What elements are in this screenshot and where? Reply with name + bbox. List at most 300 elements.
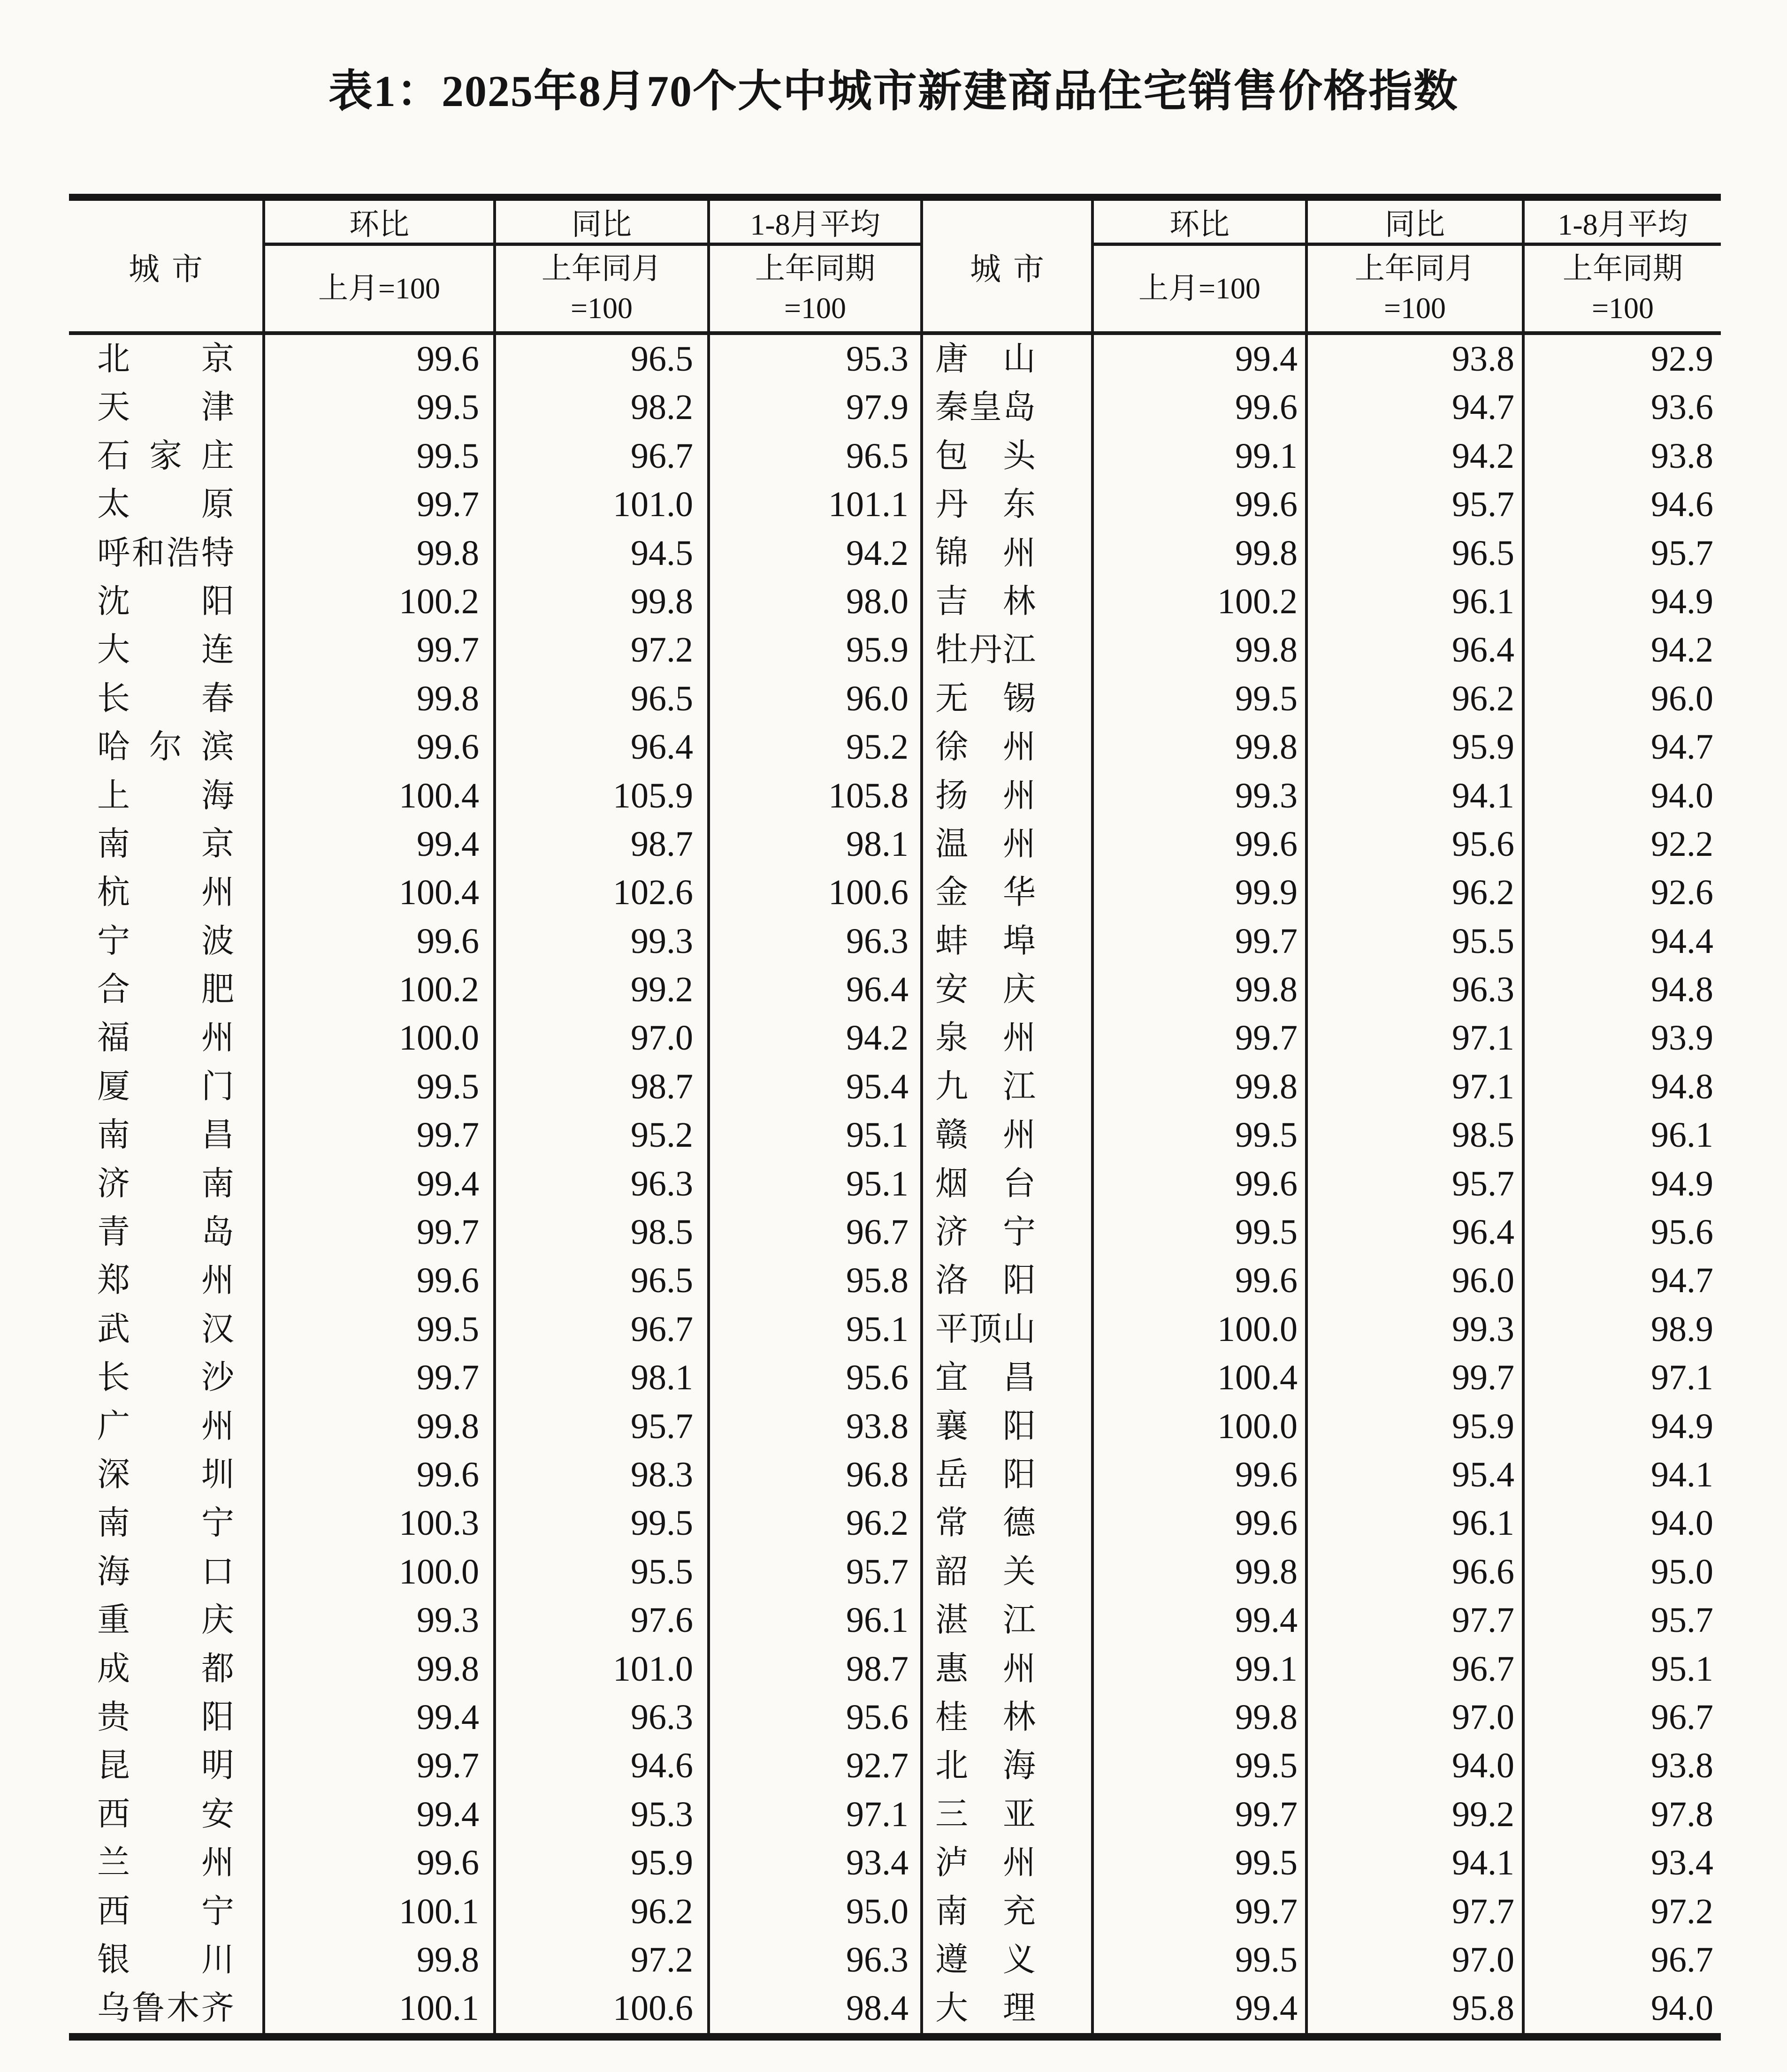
mom-cell-left: 99.4 [265, 1790, 496, 1839]
city-cell-left [69, 820, 265, 868]
yoy-cell-left: 98.2 [496, 383, 710, 432]
avg-cell-left: 93.8 [710, 1402, 923, 1451]
yoy-cell-right: 98.5 [1308, 1111, 1525, 1159]
mom-cell-right: 99.8 [1094, 723, 1308, 771]
mom-cell-left: 99.8 [265, 1402, 496, 1451]
city-name: 长春 [97, 680, 234, 717]
city-name: 九江 [935, 1068, 1036, 1105]
city-cell-left [69, 966, 265, 1014]
avg-cell-right: 97.2 [1651, 1891, 1713, 1931]
city-cell-right [923, 1208, 1094, 1257]
city-name: 杭州 [97, 875, 234, 911]
yoy-cell-right: 97.0 [1308, 1693, 1525, 1742]
yoy-cell-left: 98.5 [496, 1208, 710, 1257]
avg-cell-left: 96.7 [710, 1208, 923, 1257]
avg-cell-left: 95.8 [710, 1257, 923, 1305]
avg-cell-right: 93.9 [1651, 1018, 1713, 1058]
city-name: 泉州 [935, 1020, 1036, 1057]
yoy-cell-left: 96.7 [496, 1305, 710, 1354]
city-name: 湛江 [935, 1602, 1036, 1639]
mom-cell-left: 99.6 [265, 917, 496, 966]
header-mom-right: 环比 [1094, 201, 1308, 246]
avg-cell-right: 95.7 [1651, 1600, 1713, 1640]
mom-cell-right: 99.5 [1094, 1936, 1308, 1984]
mom-cell-right: 99.8 [1094, 626, 1308, 674]
avg-cell-left: 96.0 [710, 675, 923, 723]
city-name: 昆明 [97, 1748, 234, 1784]
yoy-cell-left: 99.8 [496, 578, 710, 626]
city-name: 沈阳 [97, 583, 234, 620]
city-cell-left [69, 1548, 265, 1596]
mom-cell-right: 99.7 [1094, 917, 1308, 966]
yoy-cell-right: 94.2 [1308, 432, 1525, 480]
table-title: 表1：2025年8月70个大中城市新建商品住宅销售价格指数 [328, 67, 1459, 116]
mom-base-text: 上月=100 [318, 272, 441, 305]
city-name: 上海 [97, 777, 234, 814]
mom-cell-right: 99.6 [1094, 820, 1308, 868]
yoy-cell-left: 96.4 [496, 723, 710, 771]
yoy-cell-right: 95.5 [1308, 917, 1525, 966]
avg-cell-right: 94.8 [1651, 970, 1713, 1010]
city-cell-left [69, 1160, 265, 1208]
avg-cell-left: 95.1 [710, 1305, 923, 1354]
city-cell-right [923, 335, 1094, 383]
mom-cell-left: 99.8 [265, 1936, 496, 1984]
yoy-cell-left: 96.5 [496, 335, 710, 383]
avg-cell-left: 100.6 [710, 868, 923, 917]
mom-cell-right: 99.5 [1094, 1839, 1308, 1887]
city-name: 银川 [97, 1942, 234, 1978]
yoy-cell-right: 95.9 [1308, 1402, 1525, 1451]
yoy-base-line1: 上年同月 [1355, 252, 1475, 285]
avg-base-line1: 上年同期 [755, 252, 875, 285]
city-cell-right [923, 1839, 1094, 1887]
yoy-base-line2: =100 [570, 291, 633, 325]
mom-cell-left: 100.3 [265, 1499, 496, 1547]
yoy-cell-right: 96.3 [1308, 966, 1525, 1014]
avg-base-line2: =100 [1591, 291, 1654, 325]
yoy-cell-left: 95.3 [496, 1790, 710, 1839]
mom-cell-right: 99.8 [1094, 1063, 1308, 1111]
mom-cell-right: 99.4 [1094, 335, 1308, 383]
city-name: 济南 [97, 1166, 234, 1202]
city-name: 大理 [935, 1990, 1036, 2027]
city-cell-right [923, 1063, 1094, 1111]
mom-cell-right: 99.8 [1094, 1548, 1308, 1596]
mom-cell-left: 99.4 [265, 1160, 496, 1208]
yoy-cell-left: 94.5 [496, 529, 710, 578]
mom-cell-left: 99.4 [265, 820, 496, 868]
yoy-cell-right: 97.1 [1308, 1014, 1525, 1062]
yoy-cell-right: 96.2 [1308, 675, 1525, 723]
avg-cell-left: 97.1 [710, 1790, 923, 1839]
city-name: 牡丹江 [935, 632, 1036, 669]
avg-cell-left: 95.7 [710, 1548, 923, 1596]
city-name: 桂林 [935, 1699, 1036, 1736]
city-cell-right [923, 1354, 1094, 1402]
city-name: 太原 [97, 487, 234, 523]
avg-cell-right: 92.9 [1651, 339, 1713, 379]
city-cell-right [923, 480, 1094, 529]
header-yoy-left: 同比 [496, 201, 710, 246]
city-name: 襄阳 [935, 1408, 1036, 1445]
city-cell-right [923, 1160, 1094, 1208]
yoy-cell-left: 99.5 [496, 1499, 710, 1547]
header-avg-base-right [1525, 246, 1721, 331]
yoy-cell-left: 95.5 [496, 1548, 710, 1596]
city-cell-left [69, 432, 265, 480]
mom-cell-right: 99.3 [1094, 772, 1308, 820]
yoy-cell-right: 96.4 [1308, 1208, 1525, 1257]
header-avg-base-left [710, 246, 923, 331]
mom-cell-left: 99.8 [265, 675, 496, 723]
header-avg-left: 1-8月平均 [710, 201, 923, 246]
mom-cell-right: 99.6 [1094, 1257, 1308, 1305]
city-cell-right [923, 772, 1094, 820]
mom-cell-right: 99.6 [1094, 480, 1308, 529]
mom-cell-left: 99.6 [265, 1451, 496, 1499]
city-cell-right [923, 1693, 1094, 1742]
yoy-cell-left: 95.7 [496, 1402, 710, 1451]
city-cell-right [923, 1645, 1094, 1693]
city-name: 遵义 [935, 1942, 1036, 1978]
city-cell-left [69, 723, 265, 771]
avg-cell-right: 94.7 [1651, 1261, 1713, 1301]
city-cell-left [69, 626, 265, 674]
yoy-cell-left: 102.6 [496, 868, 710, 917]
avg-cell-right: 95.7 [1651, 533, 1713, 573]
yoy-cell-left: 100.6 [496, 1984, 710, 2033]
city-name: 成都 [97, 1651, 234, 1687]
city-name: 济宁 [935, 1214, 1036, 1251]
city-cell-right [923, 1742, 1094, 1790]
mom-cell-left: 100.4 [265, 772, 496, 820]
avg-cell-left: 95.3 [710, 335, 923, 383]
mom-cell-right: 99.4 [1094, 1596, 1308, 1645]
yoy-cell-left: 97.2 [496, 626, 710, 674]
city-cell-left [69, 1693, 265, 1742]
yoy-cell-left: 96.2 [496, 1888, 710, 1936]
mom-cell-left: 100.1 [265, 1888, 496, 1936]
yoy-cell-left: 95.9 [496, 1839, 710, 1887]
mom-cell-left: 99.7 [265, 1111, 496, 1159]
city-cell-right [923, 432, 1094, 480]
avg-cell-right: 94.1 [1651, 1455, 1713, 1494]
yoy-cell-right: 94.7 [1308, 383, 1525, 432]
yoy-cell-right: 96.2 [1308, 868, 1525, 917]
avg-cell-left: 95.2 [710, 723, 923, 771]
city-name: 蚌埠 [935, 923, 1036, 960]
mom-cell-left: 99.5 [265, 383, 496, 432]
avg-cell-right: 93.8 [1651, 436, 1713, 476]
mom-cell-right: 99.8 [1094, 966, 1308, 1014]
city-cell-left [69, 1645, 265, 1693]
yoy-cell-right: 97.0 [1308, 1936, 1525, 1984]
yoy-cell-right: 95.7 [1308, 480, 1525, 529]
yoy-cell-left: 96.5 [496, 1257, 710, 1305]
yoy-cell-right: 94.0 [1308, 1742, 1525, 1790]
avg-cell-left: 98.4 [710, 1984, 923, 2033]
avg-cell-right: 94.0 [1651, 1503, 1713, 1543]
city-cell-right [923, 675, 1094, 723]
city-cell-right [923, 1451, 1094, 1499]
mom-cell-right: 99.1 [1094, 432, 1308, 480]
mom-cell-right: 100.0 [1094, 1402, 1308, 1451]
yoy-cell-left: 96.5 [496, 675, 710, 723]
avg-cell-left: 96.8 [710, 1451, 923, 1499]
header-city-right: 城市 [923, 201, 1094, 331]
mom-cell-left: 99.4 [265, 1693, 496, 1742]
avg-cell-right: 93.8 [1651, 1746, 1713, 1786]
city-name: 三亚 [935, 1796, 1036, 1833]
city-name: 郑州 [97, 1263, 234, 1299]
avg-cell-left: 93.4 [710, 1839, 923, 1887]
avg-cell-left: 96.2 [710, 1499, 923, 1547]
city-name: 大连 [97, 632, 234, 669]
city-cell-right [923, 1790, 1094, 1839]
mom-cell-left: 99.7 [265, 1354, 496, 1402]
yoy-cell-left: 96.3 [496, 1693, 710, 1742]
city-cell-left [69, 1208, 265, 1257]
city-name: 哈尔滨 [97, 729, 234, 766]
city-name: 深圳 [97, 1456, 234, 1493]
city-name: 泸州 [935, 1845, 1036, 1882]
mom-cell-left: 100.0 [265, 1548, 496, 1596]
avg-cell-right: 96.0 [1651, 678, 1713, 718]
avg-cell-left: 95.4 [710, 1063, 923, 1111]
mom-cell-right: 99.7 [1094, 1790, 1308, 1839]
mom-cell-left: 99.5 [265, 432, 496, 480]
avg-cell-right: 92.6 [1651, 873, 1713, 913]
city-name: 乌鲁木齐 [97, 1990, 234, 2027]
mom-cell-right: 100.2 [1094, 578, 1308, 626]
city-cell-left [69, 1451, 265, 1499]
city-cell-right [923, 1305, 1094, 1354]
city-cell-left [69, 1257, 265, 1305]
yoy-cell-right: 99.3 [1308, 1305, 1525, 1354]
city-cell-left [69, 917, 265, 966]
city-name: 福州 [97, 1020, 234, 1057]
mom-cell-left: 100.4 [265, 868, 496, 917]
avg-cell-right: 94.9 [1651, 1164, 1713, 1204]
avg-cell-right: 94.0 [1651, 776, 1713, 815]
mom-cell-right: 99.7 [1094, 1888, 1308, 1936]
yoy-cell-left: 98.3 [496, 1451, 710, 1499]
avg-cell-right: 95.1 [1651, 1649, 1713, 1689]
mom-cell-left: 99.6 [265, 1839, 496, 1887]
city-name: 惠州 [935, 1651, 1036, 1687]
avg-cell-right: 93.4 [1651, 1843, 1713, 1883]
avg-cell-left: 95.1 [710, 1160, 923, 1208]
city-name: 青岛 [97, 1214, 234, 1251]
city-cell-left [69, 1063, 265, 1111]
city-name: 锦州 [935, 535, 1036, 571]
city-cell-right [923, 868, 1094, 917]
avg-cell-left: 95.1 [710, 1111, 923, 1159]
mom-cell-left: 100.2 [265, 966, 496, 1014]
avg-cell-left: 97.9 [710, 383, 923, 432]
yoy-cell-left: 99.3 [496, 917, 710, 966]
header-avg-right: 1-8月平均 [1525, 201, 1721, 246]
yoy-cell-left: 98.7 [496, 820, 710, 868]
header-yoy-base-left [496, 246, 710, 331]
avg-cell-left: 94.2 [710, 529, 923, 578]
header-mom-base-left [265, 246, 496, 331]
avg-cell-right: 93.6 [1651, 388, 1713, 427]
avg-cell-right: 97.8 [1651, 1794, 1713, 1834]
city-cell-left [69, 1984, 265, 2033]
mom-cell-left: 99.8 [265, 529, 496, 578]
header-mom-left: 环比 [265, 201, 496, 246]
mom-cell-left: 99.5 [265, 1063, 496, 1111]
yoy-cell-left: 101.0 [496, 480, 710, 529]
yoy-base-line1: 上年同月 [542, 252, 662, 285]
city-cell-left [69, 1742, 265, 1790]
city-name: 温州 [935, 826, 1036, 862]
mom-cell-right: 100.4 [1094, 1354, 1308, 1402]
city-cell-left [69, 675, 265, 723]
city-cell-right [923, 1014, 1094, 1062]
city-name: 唐山 [935, 341, 1036, 377]
city-cell-right [923, 966, 1094, 1014]
yoy-cell-left: 94.6 [496, 1742, 710, 1790]
avg-cell-left: 105.8 [710, 772, 923, 820]
mom-cell-left: 99.6 [265, 723, 496, 771]
city-cell-right [923, 1548, 1094, 1596]
avg-cell-right: 94.6 [1651, 485, 1713, 525]
mom-cell-right: 99.5 [1094, 1742, 1308, 1790]
avg-cell-right: 95.0 [1651, 1552, 1713, 1592]
city-cell-left [69, 335, 265, 383]
yoy-cell-right: 97.7 [1308, 1888, 1525, 1936]
avg-cell-right: 94.9 [1651, 581, 1713, 621]
mom-cell-right: 99.1 [1094, 1645, 1308, 1693]
mom-cell-right: 99.6 [1094, 383, 1308, 432]
yoy-cell-right: 95.6 [1308, 820, 1525, 868]
city-name: 烟台 [935, 1166, 1036, 1202]
city-name: 合肥 [97, 972, 234, 1008]
city-name: 石家庄 [97, 438, 234, 474]
avg-cell-left: 95.6 [710, 1693, 923, 1742]
city-cell-right [923, 1111, 1094, 1159]
avg-cell-left: 92.7 [710, 1742, 923, 1790]
avg-base-line2: =100 [784, 291, 847, 325]
city-cell-right [923, 917, 1094, 966]
yoy-cell-right: 94.1 [1308, 772, 1525, 820]
city-name: 重庆 [97, 1602, 234, 1639]
city-cell-left [69, 1936, 265, 1984]
avg-cell-right: 94.0 [1651, 1988, 1713, 2028]
yoy-cell-right: 96.1 [1308, 1499, 1525, 1547]
city-cell-left [69, 868, 265, 917]
mom-cell-right: 99.6 [1094, 1451, 1308, 1499]
yoy-cell-right: 93.8 [1308, 335, 1525, 383]
city-name: 秦皇岛 [935, 389, 1036, 426]
yoy-base-line2: =100 [1383, 291, 1446, 325]
city-cell-right [923, 1257, 1094, 1305]
mom-cell-right: 99.5 [1094, 1111, 1308, 1159]
avg-cell-left: 95.6 [710, 1354, 923, 1402]
city-name: 南昌 [97, 1117, 234, 1154]
header-separator [69, 331, 1721, 335]
city-cell-left [69, 1305, 265, 1354]
city-name: 呼和浩特 [97, 535, 234, 571]
city-name: 武汉 [97, 1311, 234, 1348]
avg-cell-right: 98.9 [1651, 1309, 1713, 1349]
city-cell-left [69, 1888, 265, 1936]
city-cell-left [69, 1111, 265, 1159]
city-name: 厦门 [97, 1068, 234, 1105]
city-cell-left [69, 1790, 265, 1839]
mom-cell-left: 100.0 [265, 1014, 496, 1062]
yoy-cell-right: 94.1 [1308, 1839, 1525, 1887]
city-name: 北京 [97, 341, 234, 377]
mom-cell-right: 99.4 [1094, 1984, 1308, 2033]
city-name: 赣州 [935, 1117, 1036, 1154]
mom-cell-left: 99.3 [265, 1596, 496, 1645]
mom-cell-left: 99.7 [265, 626, 496, 674]
city-cell-left [69, 529, 265, 578]
mom-cell-left: 99.6 [265, 1257, 496, 1305]
city-cell-right [923, 820, 1094, 868]
mom-cell-right: 99.9 [1094, 868, 1308, 917]
yoy-cell-left: 98.1 [496, 1354, 710, 1402]
mom-cell-left: 99.7 [265, 480, 496, 529]
yoy-cell-left: 97.6 [496, 1596, 710, 1645]
city-name: 平顶山 [935, 1311, 1036, 1348]
mom-cell-right: 99.6 [1094, 1160, 1308, 1208]
city-name: 丹东 [935, 487, 1036, 523]
city-cell-left [69, 480, 265, 529]
city-cell-left [69, 1014, 265, 1062]
mom-cell-left: 99.6 [265, 335, 496, 383]
yoy-cell-right: 96.1 [1308, 578, 1525, 626]
city-cell-right [923, 1499, 1094, 1547]
avg-cell-right: 97.1 [1651, 1358, 1713, 1398]
city-cell-left [69, 1596, 265, 1645]
yoy-cell-right: 95.8 [1308, 1984, 1525, 2033]
mom-base-text: 上月=100 [1138, 272, 1261, 305]
header-mom-base-right [1094, 246, 1308, 331]
city-cell-left [69, 1839, 265, 1887]
avg-cell-right: 94.8 [1651, 1066, 1713, 1106]
city-name: 韶关 [935, 1554, 1036, 1590]
mom-cell-right: 99.5 [1094, 675, 1308, 723]
mom-cell-right: 99.5 [1094, 1208, 1308, 1257]
city-name: 南宁 [97, 1505, 234, 1542]
yoy-cell-left: 96.3 [496, 1160, 710, 1208]
avg-cell-left: 96.5 [710, 432, 923, 480]
price-index-table [69, 194, 1721, 2041]
city-cell-right [923, 1402, 1094, 1451]
avg-cell-left: 95.0 [710, 1888, 923, 1936]
yoy-cell-left: 101.0 [496, 1645, 710, 1693]
yoy-cell-left: 105.9 [496, 772, 710, 820]
city-name: 广州 [97, 1408, 234, 1445]
yoy-cell-right: 99.7 [1308, 1354, 1525, 1402]
avg-cell-right: 95.6 [1651, 1212, 1713, 1252]
header-city-left: 城市 [69, 201, 265, 331]
yoy-cell-left: 97.2 [496, 1936, 710, 1984]
yoy-cell-right: 96.7 [1308, 1645, 1525, 1693]
city-name: 扬州 [935, 777, 1036, 814]
city-cell-left [69, 383, 265, 432]
yoy-cell-left: 98.7 [496, 1063, 710, 1111]
city-name: 徐州 [935, 729, 1036, 766]
avg-cell-right: 94.7 [1651, 727, 1713, 767]
avg-cell-right: 96.7 [1651, 1697, 1713, 1737]
city-name: 岳阳 [935, 1456, 1036, 1493]
